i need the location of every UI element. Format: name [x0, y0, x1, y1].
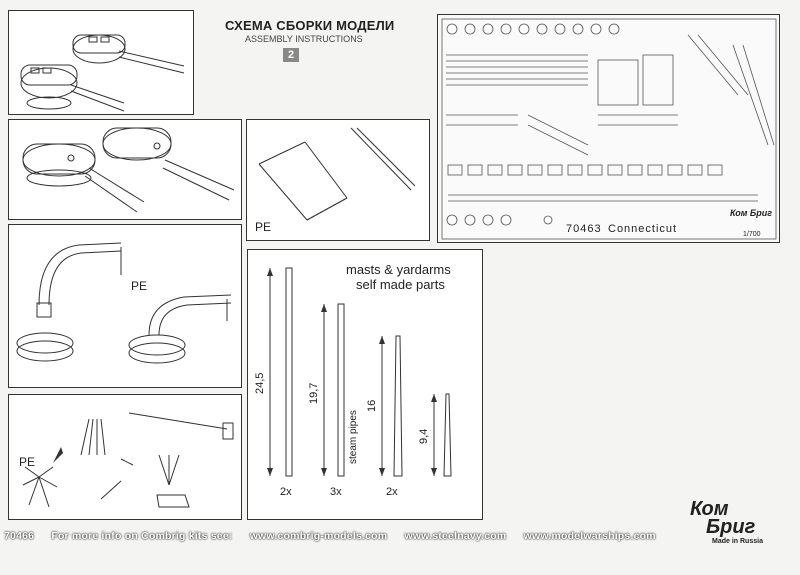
fret-name: Connecticut	[608, 223, 678, 235]
footer-link-modelwarships[interactable]: www.modelwarships.com	[523, 530, 656, 542]
steam-pipes-note: steam pipes	[348, 410, 359, 464]
footer-code: 70466	[4, 530, 35, 542]
panel-turrets-main	[8, 119, 242, 220]
part-length-3: 16	[366, 399, 378, 412]
part-length-4: 9,4	[418, 428, 430, 444]
page-subtitle: ASSEMBLY INSTRUCTIONS	[245, 34, 363, 44]
panel-masts	[247, 249, 483, 520]
part-qty-1: 2x	[280, 486, 292, 498]
combrig-logo: Ком Бриг	[690, 498, 756, 538]
footer-bar	[4, 530, 789, 544]
crane-drawing	[9, 225, 242, 388]
page-number-badge: 2	[283, 48, 299, 62]
fret-scale: 1/700	[743, 231, 761, 238]
part-length-2: 19,7	[308, 382, 320, 404]
footer-link-steelnavy[interactable]: www.steelnavy.com	[404, 530, 507, 542]
panel-pe-struts	[246, 119, 430, 241]
turret-drawing-main	[9, 120, 242, 220]
mast-parts-drawing	[248, 250, 483, 520]
fret-logo: Ком Бриг	[730, 208, 773, 218]
made-in-label: Made in Russia	[712, 538, 763, 545]
page-title: СХЕМА СБОРКИ МОДЕЛИ	[225, 18, 395, 33]
pe-label: PE	[19, 455, 36, 469]
fret-code: 70463	[566, 223, 602, 235]
part-qty-3: 2x	[386, 486, 398, 498]
masts-heading-line1: masts & yardarms	[346, 262, 451, 277]
panel-cranes	[8, 224, 242, 388]
part-qty-2: 3x	[330, 486, 342, 498]
turret-drawing-top	[9, 11, 194, 115]
masts-heading-line2: self made parts	[356, 277, 445, 292]
footer-text: For more info on Combrig kits see:	[51, 530, 233, 542]
panel-pe-fret	[437, 14, 780, 243]
part-length-1: 24,5	[254, 372, 266, 394]
pe-fret-drawing	[438, 15, 780, 243]
pe-strut-drawing	[247, 120, 430, 241]
small-pe-drawing	[9, 395, 242, 520]
panel-small-pe	[8, 394, 242, 520]
footer-link-combrig[interactable]: www.combrig-models.com	[249, 530, 388, 542]
pe-label: PE	[131, 279, 148, 293]
panel-turrets-top	[8, 10, 194, 115]
pe-label: PE	[255, 220, 272, 234]
